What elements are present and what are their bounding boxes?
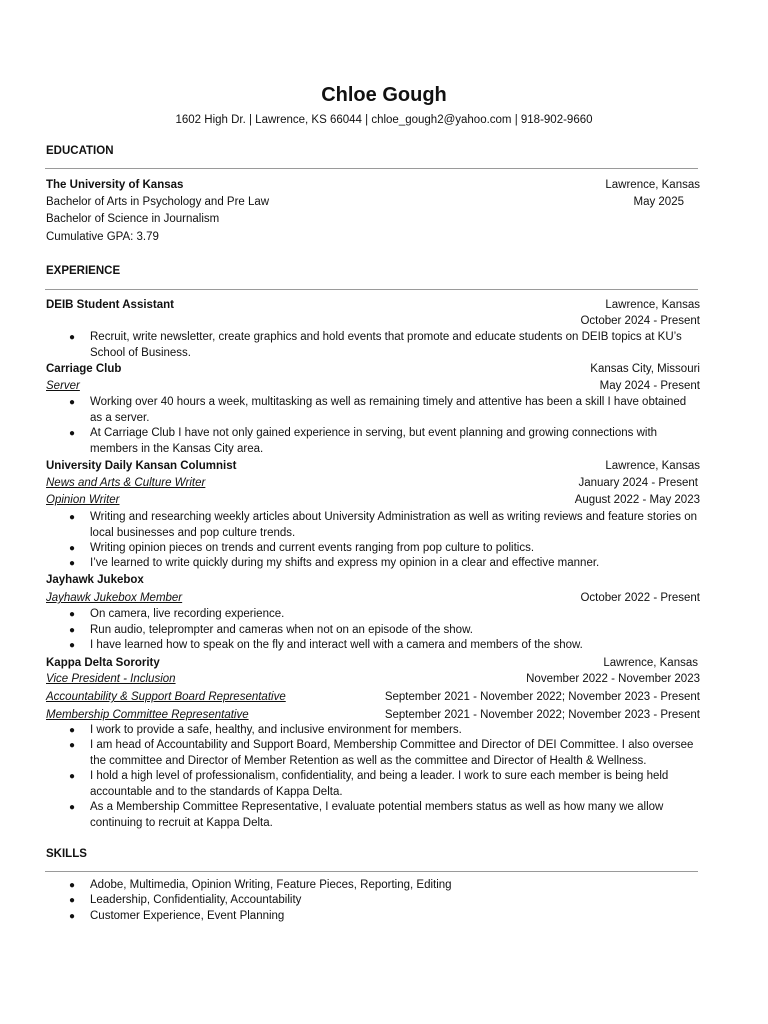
bullet-text: Recruit, write newsletter, create graphics and hold events that promote and educate students on DEIB topics at KU’s School of Business. [90, 331, 682, 359]
experience-heading: EXPERIENCE [46, 265, 121, 277]
job-dates: January 2024 - Present [578, 477, 698, 489]
skill-text: Leadership, Confidentiality, Accountability [90, 894, 302, 906]
job-dates: October 2024 - Present [580, 315, 700, 327]
bullet-item [69, 426, 701, 457]
job-dates: September 2021 - November 2022; November 2023 - Present [384, 691, 700, 703]
bullet-item [69, 541, 701, 557]
job-role: Server [46, 380, 80, 392]
bullet-text: Working over 40 hours a week, multitasking as well as remaining timely and attentive has been a skill I have obtained as a server. [90, 396, 687, 424]
job-role-row [46, 492, 700, 508]
bullet-item [69, 607, 701, 623]
job-role: Jayhawk Jukebox Member [46, 592, 183, 604]
school-name: The University of Kansas [46, 179, 184, 191]
graduation-date: May 2025 [633, 196, 684, 208]
bullet-dot-icon: ● [69, 543, 76, 554]
job-title: Jayhawk Jukebox [46, 574, 144, 586]
bullet-text: Run audio, teleprompter and cameras when not on an episode of the show. [90, 624, 473, 636]
bullet-item [69, 723, 701, 739]
skill-text: Customer Experience, Event Planning [90, 910, 285, 922]
job-header [46, 361, 700, 377]
experience-divider [45, 289, 698, 290]
education-row [46, 229, 700, 245]
bullet-text: I am head of Accountability and Support Board, Membership Committee and Director of DEI Committee. I also oversee the committee and Director of Member Retention as well as the committee and Director of Health & Wellness. [90, 739, 694, 767]
skill-item [69, 878, 701, 894]
job-dates: November 2022 - November 2023 [526, 673, 700, 685]
skills-divider [45, 871, 698, 872]
bullet-dot-icon: ● [69, 609, 76, 620]
job-role: Opinion Writer [46, 494, 120, 506]
bullet-item [69, 556, 701, 572]
job-header [46, 458, 700, 474]
job-location: Lawrence, Kansas [605, 299, 700, 311]
job-location: Lawrence, Kansas [603, 657, 698, 669]
bullet-item [69, 510, 701, 541]
job-role-row [46, 671, 700, 687]
bullet-dot-icon: ● [69, 911, 76, 922]
degree-2: Bachelor of Science in Journalism [46, 213, 220, 225]
skill-item [69, 909, 701, 925]
job-role: Vice President - Inclusion [46, 673, 176, 685]
bullet-dot-icon: ● [69, 558, 76, 569]
job-role: News and Arts & Culture Writer [46, 477, 206, 489]
gpa: Cumulative GPA: 3.79 [46, 231, 159, 243]
education-heading: EDUCATION [46, 145, 114, 157]
bullet-dot-icon: ● [69, 740, 76, 751]
skill-item [69, 893, 701, 909]
candidate-name: Chloe Gough [321, 84, 447, 106]
job-role-row [46, 378, 700, 394]
bullet-text: Writing opinion pieces on trends and current events ranging from pop culture to politics. [90, 542, 535, 554]
bullet-text: I work to provide a safe, healthy, and inclusive environment for members. [90, 724, 462, 736]
job-role-row [46, 707, 700, 723]
bullet-dot-icon: ● [69, 332, 76, 343]
job-location: Lawrence, Kansas [605, 460, 700, 472]
bullet-dot-icon: ● [69, 640, 76, 651]
job-header [46, 297, 700, 313]
job-header [46, 655, 700, 671]
bullet-text: On camera, live recording experience. [90, 608, 285, 620]
bullet-text: I have learned how to speak on the fly and interact well with a camera and members of the show. [90, 639, 583, 651]
education-row [46, 177, 700, 193]
education-row [46, 211, 700, 227]
bullet-text: I’ve learned to write quickly during my shifts and express my opinion in a clear and effective manner. [90, 557, 600, 569]
bullet-item [69, 800, 701, 831]
bullet-dot-icon: ● [69, 625, 76, 636]
education-row [46, 194, 700, 210]
bullet-item [69, 330, 701, 361]
bullet-dot-icon: ● [69, 802, 76, 813]
bullet-dot-icon: ● [69, 725, 76, 736]
bullet-text: Writing and researching weekly articles about University Administration as well as writing reviews and feature stories on local businesses and pop culture trends. [90, 511, 698, 539]
skill-text: Adobe, Multimedia, Opinion Writing, Feature Pieces, Reporting, Editing [90, 879, 452, 891]
bullet-text: As a Membership Committee Representative, I evaluate potential members status as well as how many we allow continuing to recruit at Kappa Delta. [90, 801, 664, 829]
job-title: University Daily Kansan Columnist [46, 460, 237, 472]
bullet-item [69, 623, 701, 639]
school-location: Lawrence, Kansas [605, 179, 700, 191]
bullet-text: I hold a high level of professionalism, confidentiality, and being a leader. I work to sure each member is being held accountable and to the standards of Kappa Delta. [90, 770, 669, 798]
bullet-item [69, 738, 701, 769]
bullet-text: At Carriage Club I have not only gained experience in serving, but event planning and growing connections with members in the Kansas City area. [90, 427, 658, 455]
bullet-dot-icon: ● [69, 771, 76, 782]
bullet-dot-icon: ● [69, 428, 76, 439]
contact-line: 1602 High Dr. | Lawrence, KS 66044 | chloe_gough2@yahoo.com | 918-902-9660 [175, 114, 593, 126]
job-title: Carriage Club [46, 363, 122, 375]
job-role: Membership Committee Representative [46, 709, 249, 721]
job-role-row [46, 475, 700, 491]
bullet-item [69, 395, 701, 426]
job-role-row [46, 689, 700, 705]
job-role-row [46, 590, 700, 606]
job-title: Kappa Delta Sorority [46, 657, 160, 669]
job-dates: August 2022 - May 2023 [574, 494, 700, 506]
job-dates: September 2021 - November 2022; November 2023 - Present [384, 709, 700, 721]
degree-1: Bachelor of Arts in Psychology and Pre Law [46, 196, 270, 208]
bullet-item [69, 769, 701, 800]
job-dates: October 2022 - Present [580, 592, 700, 604]
job-role: Accountability & Support Board Representative [46, 691, 286, 703]
education-divider [45, 168, 698, 169]
bullet-dot-icon: ● [69, 895, 76, 906]
bullet-item [69, 638, 701, 654]
job-title: DEIB Student Assistant [46, 299, 175, 311]
job-header [46, 572, 700, 588]
job-dates: May 2024 - Present [599, 380, 700, 392]
skills-heading: SKILLS [46, 848, 87, 860]
job-dates-row [46, 313, 700, 329]
bullet-dot-icon: ● [69, 397, 76, 408]
bullet-dot-icon: ● [69, 512, 76, 523]
job-location: Kansas City, Missouri [590, 363, 700, 375]
bullet-dot-icon: ● [69, 880, 76, 891]
